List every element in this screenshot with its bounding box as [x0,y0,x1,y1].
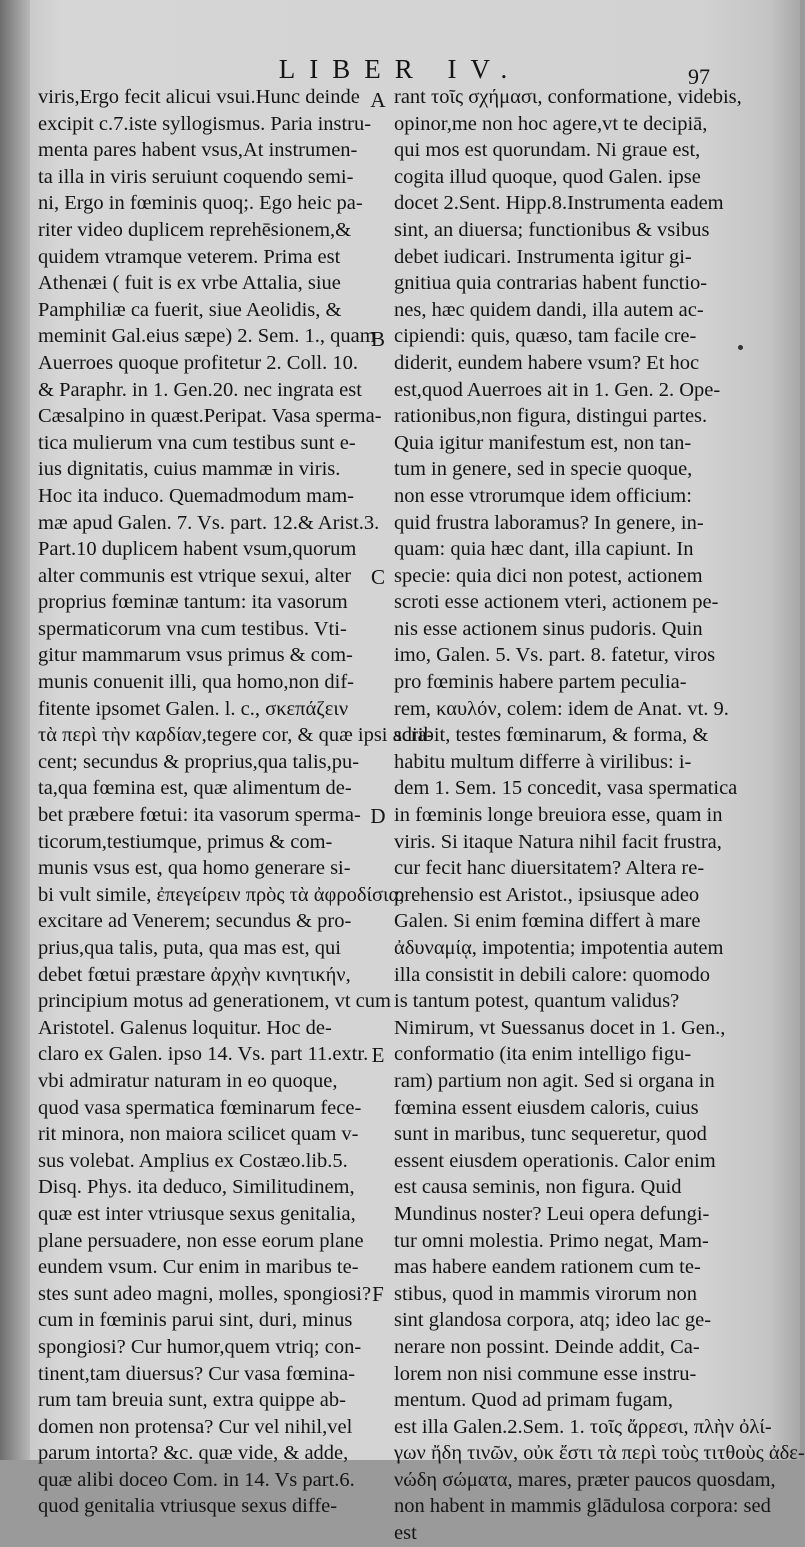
left-column-line: ni, Ergo in fœminis quoq;. Ego heic pa- [38,192,363,215]
right-column-line: docet 2.Sent. Hipp.8.Instrumenta eadem [394,192,724,215]
right-column-line: viris. Si itaque Natura nihil facit frustra, [394,830,722,853]
left-column-line: rum tam breuia sunt, extra quippe ab- [38,1389,346,1412]
left-column-line: ticorum,testiumque, primus & com- [38,830,333,853]
right-column-line: cogita illud quoque, quod Galen. ipse [394,165,701,188]
page-number: 97 [688,64,710,89]
left-column-line: quod vasa spermatica fœminarum fece- [38,1096,362,1119]
left-column-line: tica mulierum vna cum testibus sunt e- [38,431,356,454]
left-column-line: munis vsus est, qua homo generare si- [38,857,351,880]
margin-letter-a: A [370,88,386,112]
left-column-line: spongiosi? Cur humor,quem vtriq; con- [38,1335,362,1358]
left-column-line: principium motus ad generationem, vt cum [38,990,391,1013]
left-column-line: bi vult simile, ἐπεγείρειν πρὸς τὰ ἀφροδίσια, [38,883,405,906]
left-column-line: Pamphiliæ ca fuerit, siue Aeolidis, & [38,298,342,321]
left-column-line: meminit Gal.eius sæpe) 2. Sem. 1., quam [38,325,376,348]
right-column-line: opinor,me non hoc agere,vt te decipiā, [394,112,708,135]
right-column-line: est,quod Auerroes ait in 1. Gen. 2. Ope- [394,378,721,401]
left-column-line: cum in fœminis parui sint, duri, minus [38,1309,353,1332]
left-column-line: excipit c.7.iste syllogismus. Paria instru- [38,112,372,135]
left-column-line: eundem vsum. Cur enim in maribus te- [38,1256,359,1279]
right-column-line: est illa Galen.2.Sem. 1. τοῖς ἄρρεσι, πλὴν ὀλί- [394,1415,772,1438]
right-column-line: scroti esse actionem vteri, actionem pe- [394,591,719,614]
left-column-line: proprius fœminæ tantum: ita vasorum [38,591,348,614]
right-column-line: imo, Galen. 5. Vs. part. 8. fatetur, viros [394,644,716,667]
left-column-line: menta pares habent vsus,At instrumen- [38,139,358,162]
left-column-line: ta,qua fœmina est, quæ alimentum de- [38,777,352,800]
left-column-line: munis conuenit illi, qua homo,non dif- [38,671,355,694]
margin-letter-c: C [370,565,385,589]
right-column-line: fœmina essent eiusdem caloris, cuius [394,1096,699,1119]
left-column-line: rit minora, non maiora scilicet quam v- [38,1123,359,1146]
right-column-line: stibus, quod in mammis virorum non [394,1282,697,1305]
left-column-line: excitare ad Venerem; secundus & pro- [38,910,352,933]
left-column-line: Cæsalpino in quæst.Peripat. Vasa sperma- [38,405,382,428]
left-column-line: cent; secundus & proprius,qua talis,pu- [38,750,360,773]
ink-fleck [738,345,743,350]
margin-letter-f: F [372,1282,384,1306]
left-column-line: plane persuadere, non esse eorum plane [38,1229,364,1252]
right-column-line: quam: quia hæc dant, illa capiunt. In [394,538,694,561]
left-column-line: ta illa in viris seruiunt coquendo semi- [38,165,354,188]
right-column-line: scribit, testes fœminarum, & forma, & [394,724,709,747]
left-column-line: Athenæi ( fuit is ex vrbe Attalia, siue [38,272,341,295]
left-column-line: quæ alibi doceo Com. in 14. Vs part.6. [38,1468,355,1491]
margin-letter-b: B [370,327,385,351]
left-column-line: Hoc ita induco. Quemadmodum mam- [38,484,354,507]
right-text-column [394,84,805,1547]
left-column-line: & Paraphr. in 1. Gen.20. nec ingrata est [38,378,362,401]
right-column-line: nes, hæc quidem dandi, illa autem ac- [394,298,704,321]
right-column-line: prehensio est Aristot., ipsiusque adeo [394,883,700,906]
right-column-line: pro fœminis habere partem peculia- [394,671,687,694]
left-column-line: claro ex Galen. ipso 14. Vs. part 11.extr. [38,1043,369,1066]
right-column-line: tur omni molestia. Primo negat, Mam- [394,1229,709,1252]
right-column-line: conformatio (ita enim intelligo figu- [394,1043,692,1066]
left-column-line: gitur mammarum vsus primus & com- [38,644,353,667]
right-column-line: is tantum potest, quantum validus? [394,990,680,1013]
left-column-line: viris,Ergo fecit alicui vsui.Hunc deinde [38,86,360,108]
right-column-line: νώδη σώματα, mares, præter paucos quosdam, [394,1468,776,1491]
left-column-line: quæ est inter vtriusque sexus genitalia, [38,1202,356,1225]
right-column-line: in fœminis longe breuiora esse, quam in [394,804,723,827]
left-column-line: spermaticorum vna cum testibus. Vti- [38,617,347,640]
left-column-line: sus volebat. Amplius ex Costæo.lib.5. [38,1149,348,1172]
left-column-line: Aristotel. Galenus loquitur. Hoc de- [38,1016,332,1039]
left-column-line: tinent,tam diuersus? Cur vasa fœmina- [38,1362,356,1385]
left-column-line: mæ apud Galen. 7. Vs. part. 12.& Arist.3. [38,511,380,534]
right-column-line: diderit, eundem habere vsum? Et hoc [394,351,700,374]
right-column-line: dem 1. Sem. 15 concedit, vasa spermatica [394,777,738,800]
right-column-line: Galen. Si enim fœmina differt à mare [394,910,701,933]
left-column-line: Part.10 duplicem habent vsum,quorum [38,538,357,561]
left-text-column [38,84,434,1520]
right-column-line: specie: quia dici non potest, actionem [394,564,703,587]
running-head: LIBER IV. [278,54,522,84]
right-column-line: essent eiusdem operationis. Calor enim [394,1149,716,1172]
margin-letter-e: E [371,1043,385,1067]
right-column-line: Quia igitur manifestum est, non tan- [394,431,692,454]
right-column-line: habitu multum differre à virilibus: i- [394,750,692,773]
right-column-line: rationibus,non figura, distingui partes. [394,405,708,428]
left-column-line: prius,qua talis, puta, qua mas est, qui [38,937,341,959]
right-column-line: illa consistit in debili calore: quomodo [394,963,710,986]
left-column-line: alter communis est vtrique sexui, alter [38,564,352,587]
left-column-line: ius dignitatis, cuius mammæ in viris. [38,458,341,481]
left-column-line: τὰ περὶ τὴν καρδίαν,tegere cor, & quæ ipsi adia- [38,724,434,747]
left-column-line: vbi admiratur naturam in eo quoque, [38,1069,338,1092]
left-column-line: Disq. Phys. ita deduco, Similitudinem, [38,1176,355,1199]
right-column-line: sunt in maribus, tunc sequeretur, quod [394,1123,707,1146]
left-column-line: fitente ipsomet Galen. l. c., σκεπάζειν [38,697,349,720]
right-column-line: est causa seminis, non figura. Quid [394,1176,682,1199]
right-column-line: cur fecit hanc diuersitatem? Altera re- [394,857,705,880]
left-column-line: riter video duplicem reprehēsionem,& [38,218,352,241]
left-column-line: parum intorta? &c. quæ vide, & adde, [38,1442,349,1465]
right-column-line: Nimirum, vt Suessanus docet in 1. Gen., [394,1016,726,1039]
left-column-line: debet fœtui præstare ἀρχὴν κινητικήν, [38,963,351,986]
right-column-line: ram) partium non agit. Sed si organa in [394,1069,715,1092]
right-column-line: γων ἤδη τινῶν, οὐκ ἔστι τὰ περὶ τοὺς τιτθοὺς ἀδε- [394,1442,805,1465]
right-column-line: quid frustra laboramus? In genere, in- [394,511,704,534]
page-gutter [0,0,30,1460]
right-column-line: nis esse actionem sinus pudoris. Quin [394,617,703,640]
right-column-line: non esse vtrorumque idem officium: [394,484,692,507]
right-column-line: sint glandosa corpora, atq; ideo lac ge- [394,1309,712,1332]
right-column-line: lorem non nisi commune esse instru- [394,1362,697,1385]
right-column-line: rant τοῖς σχήμασι, conformatione, videbis, [394,86,742,108]
right-column-line: sint, an diuersa; functionibus & vsibus [394,218,710,241]
right-column-line: nerare non possint. Deinde addit, Ca- [394,1335,700,1358]
margin-letter-d: D [370,804,386,828]
right-column-line: gnitiua quia contrarias habent functio- [394,272,708,295]
right-column-line: cipiendi: quis, quæso, tam facile cre- [394,325,697,348]
right-column-line: debet iudicari. Instrumenta igitur gi- [394,245,692,268]
right-column-line: mas habere eandem rationem cum te- [394,1256,701,1279]
left-column-line: Auerroes quoque profitetur 2. Coll. 10. [38,351,358,374]
left-column-line: quod genitalia vtriusque sexus diffe- [38,1495,338,1518]
right-column-line: mentum. Quod ad primam fugam, [394,1389,673,1412]
right-column-line: Mundinus noster? Leui opera defungi- [394,1202,710,1225]
right-column-line: tum in genere, sed in specie quoque, [394,458,693,481]
right-column-line: non habent in mammis glādulosa corpora: sed [394,1495,771,1518]
right-column-line: qui mos est quorundam. Ni graue est, [394,139,701,162]
left-column-line: domen non protensa? Cur vel nihil,vel [38,1415,353,1438]
left-column-line: quidem vtramque veterem. Prima est [38,245,341,268]
right-column-line: ἀδυναμίᾳ, impotentia; impotentia autem [394,937,724,959]
right-column-line: est [394,1522,417,1545]
left-column-line: bet præbere fœtui: ita vasorum sperma- [38,804,361,827]
left-column-line: stes sunt adeo magni, molles, spongiosi? [38,1282,372,1305]
right-column-line: rem, καυλόν, colem: idem de Anat. vt. 9. [394,697,729,720]
